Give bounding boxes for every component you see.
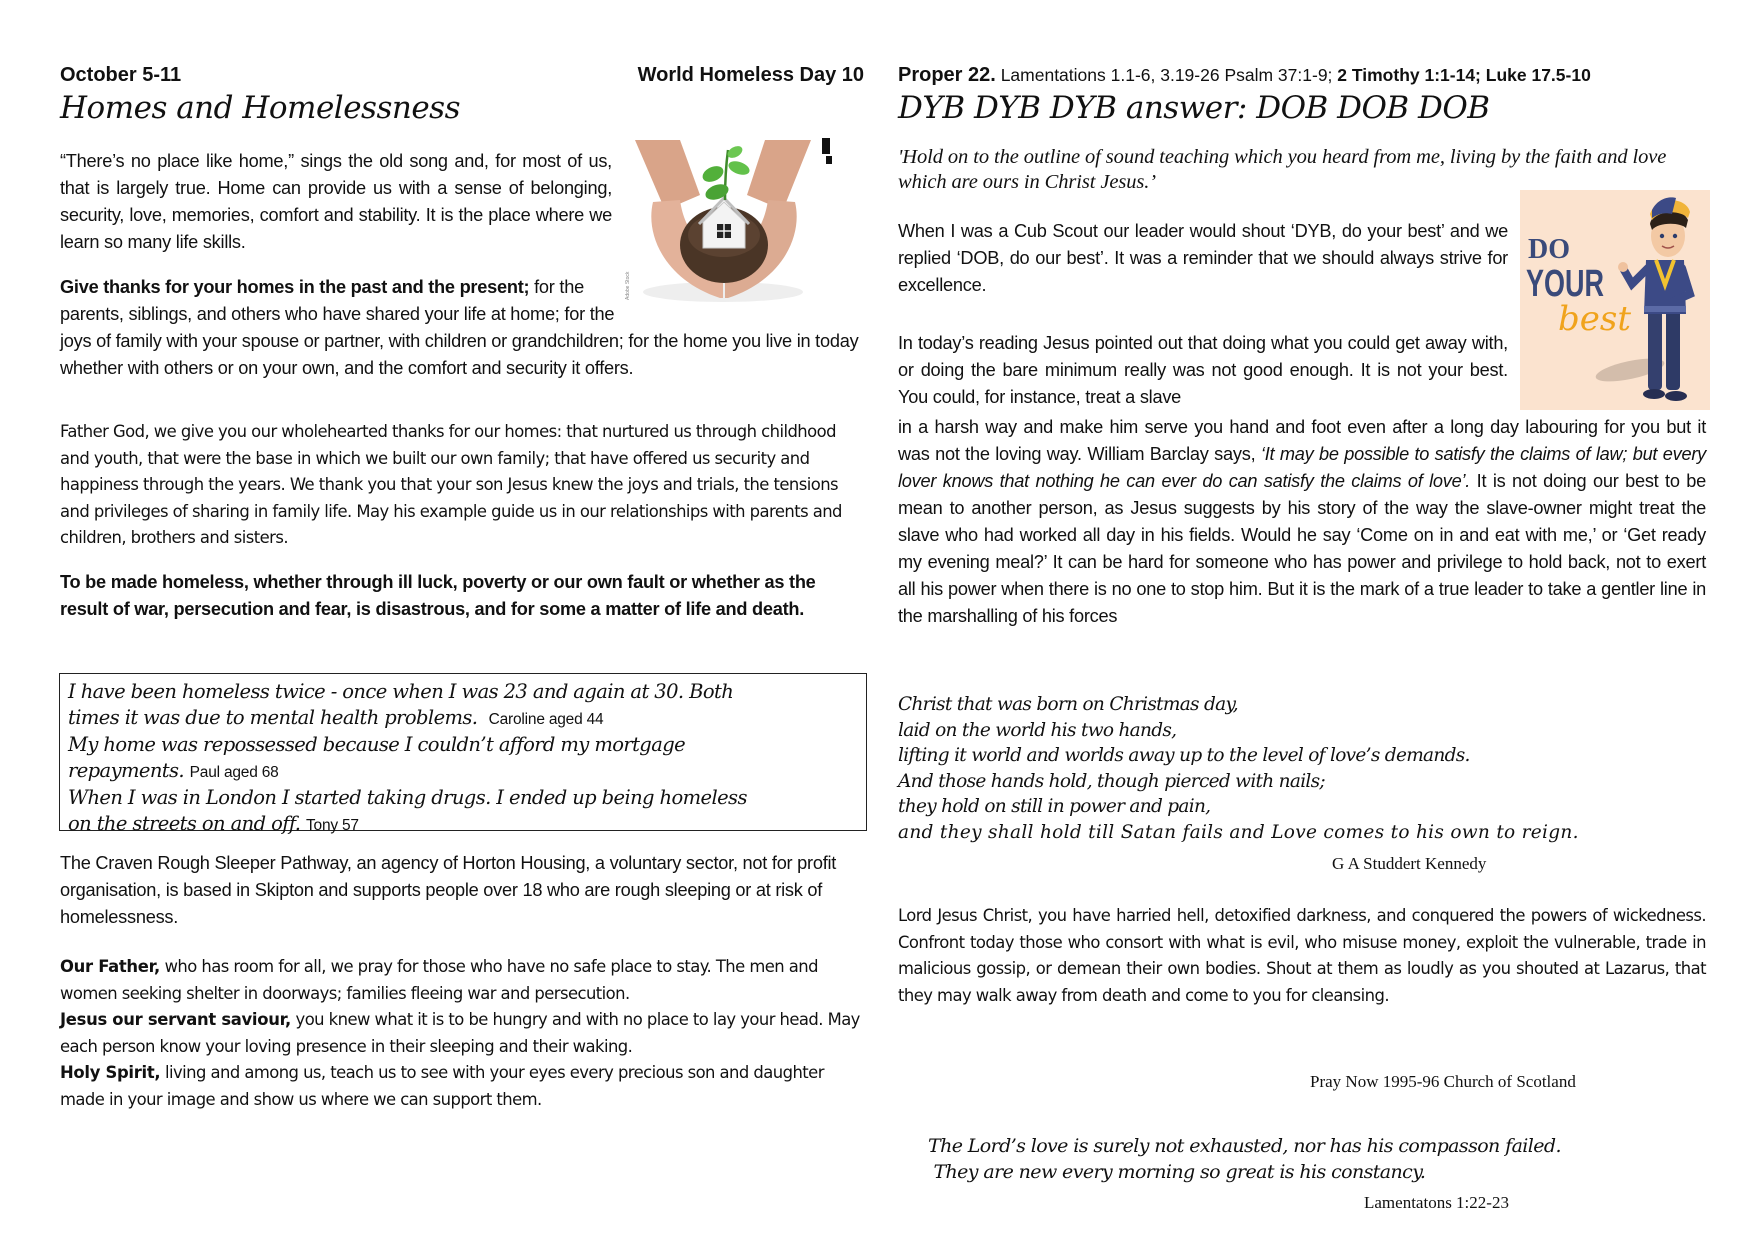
poem-line: And those hands hold, though pierced with nails; bbox=[898, 770, 1325, 792]
epigraph-quote: 'Hold on to the outline of sound teaching which you heard from me, living by the faith and love which are ours in Christ Jesus.’ bbox=[898, 146, 1667, 193]
lectionary-header bbox=[898, 64, 1591, 87]
poem bbox=[898, 692, 1706, 845]
image-artifact bbox=[822, 138, 830, 154]
observance-label: World Homeless Day 10 bbox=[637, 64, 864, 86]
closing-prayer bbox=[60, 954, 868, 1113]
testimony bbox=[68, 679, 858, 732]
testimony bbox=[68, 785, 858, 838]
prayer-invocation: Our Father, bbox=[60, 957, 160, 976]
testimony-line: I have been homeless twice - once when I was 23 and again at 30. Both bbox=[68, 680, 734, 703]
reading-text: in a harsh way and make him serve you hand and foot even after a long day labouring for you but it was not the loving way. William Barclay says, bbox=[898, 417, 1706, 464]
scout-shoe bbox=[1643, 389, 1665, 399]
testimony-line: repayments. bbox=[68, 758, 185, 782]
quote-line: They are new every morning so great is his constancy. bbox=[928, 1161, 1426, 1183]
prayer-text: living and among us, teach us to see with your eyes every precious son and daughter made in your image and show us where we can support them. bbox=[60, 1063, 824, 1109]
testimony-attribution: Paul aged 68 bbox=[189, 763, 279, 781]
reading-text: It is not doing our best to be mean to another person, as Jesus suggests by his story of the way the slave-owner might treat the slave who had worked all day in his fields. Would he say ‘Come on in and eat with me,’ or ‘Get ready my evening meal?’ It can be hard for someone who has power and privilege to hold back, not to exert all his power when there is no one to stop him. But it is the mark of a true leader to take a gentler line in the marshalling of his forces bbox=[898, 471, 1706, 626]
poem-line: laid on the world his two hands, bbox=[898, 719, 1177, 741]
scout-eye bbox=[1673, 234, 1677, 238]
scout-belt bbox=[1644, 306, 1686, 312]
cub-scout-image bbox=[1520, 190, 1710, 410]
prayer-source: Pray Now 1995-96 Church of Scotland bbox=[1310, 1072, 1576, 1091]
quote-line: The Lord’s love is surely not exhausted, nor has his compasson failed. bbox=[928, 1135, 1561, 1157]
craven-pathway-paragraph: The Craven Rough Sleeper Pathway, an agency of Horton Housing, a voluntary sector, not for profit organisation, is based in Skipton and supports people over 18 who are rough sleeping or at risk of homelessness. bbox=[60, 853, 837, 927]
father-god-prayer: Father God, we give you our wholehearted thanks for our homes: that nurtured us through childhood and youth, that were the base in which we built our own family; that have offered us security and happiness through the years. We thank you that your son Jesus knew the joys and trials, the tensions and privileges of sharing in family life. May his example guide us in our relationships with parents and children, brothers and sisters. bbox=[60, 422, 842, 547]
scout-leg bbox=[1648, 310, 1662, 390]
cub-scout-paragraph: When I was a Cub Scout our leader would shout ‘DYB, do your best’ and we replied ‘DOB, do our best’. It was a reminder that we should always strive for excellence. bbox=[898, 221, 1508, 295]
page-title: DYB DYB DYB answer: DOB DOB DOB bbox=[898, 90, 1490, 126]
quote-source: Lamentatons 1:22-23 bbox=[1364, 1193, 1509, 1212]
testimony bbox=[68, 732, 858, 785]
thanks-text: for the parents, siblings, and others who have shared your life at home; for the joys of family with your spouse or partner, with children or grandchildren; for the home you live in today whether with others or on your own, and the comfort and security it offers. bbox=[60, 277, 859, 378]
poem-line: lifting it world and worlds away up to the level of love’s demands. bbox=[898, 745, 1470, 766]
scout-shoe bbox=[1665, 391, 1687, 401]
scout-leg bbox=[1666, 310, 1680, 390]
scout-eye bbox=[1660, 234, 1664, 238]
prayer-invocation: Holy Spirit, bbox=[60, 1063, 161, 1082]
todays-reading-paragraph-continued bbox=[898, 414, 1706, 630]
prayer-invocation: Jesus our servant saviour, bbox=[60, 1010, 291, 1029]
image-artifact bbox=[826, 156, 832, 164]
readings-bold: 2 Timothy 1:1-14; Luke 17.5-10 bbox=[1337, 65, 1591, 85]
testimony-line: times it was due to mental health problems. bbox=[68, 705, 478, 729]
hands-house-image bbox=[625, 140, 821, 305]
image-credit: Adobe Stock bbox=[625, 271, 631, 300]
intro-paragraph: “There’s no place like home,” sings the old song and, for most of us, that is largely true. Home can provide us with a sense of belonging, security, love, memories, comfort and stability. It is the place where we learn so many life skills. bbox=[60, 151, 612, 252]
poem-line: and they shall hold till Satan fails and Love comes to his own to reign. bbox=[898, 821, 1579, 843]
proper-label: Proper 22. bbox=[898, 64, 996, 86]
thanks-bold: Give thanks for your homes in the past and the present; bbox=[60, 277, 530, 297]
testimony-line: My home was repossessed because I couldn’t afford my mortgage bbox=[68, 733, 686, 756]
lord-jesus-prayer: Lord Jesus Christ, you have harried hell, detoxified darkness, and conquered the powers of wickedness. Confront today those who consort with what is evil, who misuse money, exploit the vulnerable, trade in malicious gossip, or demean their own bodies. Shout at them as loudly as you shouted at Lazarus, that they may walk away from death and come to you for cleansing. bbox=[898, 906, 1706, 1005]
barclay-quote: ‘It may be possible to satisfy the claims of law; but every lover knows that nothing he can ever do can satisfy the claims of love’. bbox=[898, 444, 1706, 491]
left-header bbox=[60, 64, 868, 90]
poem-line: they hold on still in power and pain, bbox=[898, 796, 1211, 817]
homeless-statement: To be made homeless, whether through ill luck, poverty or our own fault or whether as the result of war, persecution and fear, is disastrous, and for some a matter of life and death. bbox=[60, 572, 816, 619]
testimony-attribution: Tony 57 bbox=[305, 816, 359, 834]
lamentations-quote bbox=[928, 1133, 1688, 1185]
testimonies-box bbox=[59, 673, 867, 835]
testimony-attribution: Caroline aged 44 bbox=[488, 710, 604, 728]
prayer-text: who has room for all, we pray for those who have no safe place to stay. The men and women seeking shelter in doorways; families fleeing war and persecution. bbox=[60, 957, 818, 1003]
testimony-line: on the streets on and off. bbox=[68, 811, 301, 835]
your-word: YOUR bbox=[1526, 263, 1604, 305]
scout-hand bbox=[1618, 262, 1628, 272]
readings-plain: Lamentations 1.1-6, 3.19-26 Psalm 37:1-9; bbox=[995, 65, 1338, 85]
page-title: Homes and Homelessness bbox=[60, 90, 460, 126]
poem-line: Christ that was born on Christmas day, bbox=[898, 694, 1238, 715]
do-word: DO bbox=[1528, 234, 1570, 265]
date-range: October 5-11 bbox=[60, 64, 182, 86]
testimony-line: When I was in London I started taking drugs. I ended up being homeless bbox=[68, 786, 747, 809]
prayer-text: you knew what it is to be hungry and with no place to lay your head. May each person know your loving presence in their sleeping and their waking. bbox=[60, 1010, 860, 1056]
todays-reading-paragraph-start: In today’s reading Jesus pointed out that doing what you could get away with, or doing the bare minimum really was not good enough. It is not your best. You could, for instance, treat a slave bbox=[898, 333, 1508, 407]
best-word: best bbox=[1558, 299, 1631, 339]
poem-author: G A Studdert Kennedy bbox=[1332, 854, 1487, 873]
